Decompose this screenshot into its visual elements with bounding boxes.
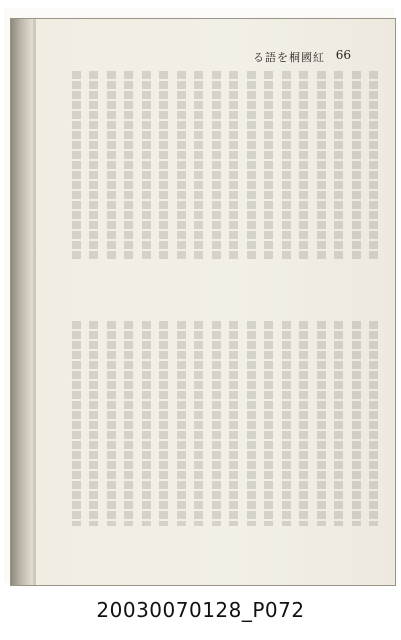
lower-text-column-18	[72, 321, 81, 526]
lower-text-column-8	[247, 321, 256, 526]
upper-text-column-16	[107, 71, 116, 261]
upper-text-column-17	[89, 71, 98, 261]
lower-text-column-2	[352, 321, 361, 526]
page-number: 66	[335, 48, 351, 62]
lower-text-column-5	[299, 321, 308, 526]
upper-text-column-5	[299, 71, 308, 261]
upper-text-column-13	[159, 71, 168, 261]
book-gutter	[11, 19, 33, 585]
scan-frame	[4, 8, 394, 583]
upper-text-column-6	[282, 71, 291, 261]
lower-text-column-7	[264, 321, 273, 526]
body-text-block	[55, 71, 373, 541]
running-head: る語を桐國紅	[253, 51, 325, 64]
lower-text-column-4	[317, 321, 326, 526]
upper-text-column-14	[142, 71, 151, 261]
upper-text-column-2	[352, 71, 361, 261]
lower-text-column-12	[177, 321, 186, 526]
lower-text-column-17	[89, 321, 98, 526]
upper-text-column-15	[124, 71, 133, 261]
upper-text-column-9	[229, 71, 238, 261]
lower-text-column-6	[282, 321, 291, 526]
lower-text-column-3	[334, 321, 343, 526]
lower-text-column-13	[159, 321, 168, 526]
lower-text-column-14	[142, 321, 151, 526]
upper-text-column-7	[264, 71, 273, 261]
page-edge	[33, 19, 36, 585]
lower-text-column-10	[212, 321, 221, 526]
lower-text-column-1	[369, 321, 378, 526]
lower-text-column-15	[124, 321, 133, 526]
upper-text-column-8	[247, 71, 256, 261]
upper-text-column-4	[317, 71, 326, 261]
catalog-id: 20030070128_P072	[96, 598, 305, 622]
upper-text-column-11	[194, 71, 203, 261]
upper-text-column-18	[72, 71, 81, 261]
lower-text-column-9	[229, 321, 238, 526]
upper-text-column-3	[334, 71, 343, 261]
lower-text-column-16	[107, 321, 116, 526]
upper-text-column-10	[212, 71, 221, 261]
book-page	[10, 18, 396, 586]
lower-text-column-11	[194, 321, 203, 526]
upper-text-column-1	[369, 71, 378, 261]
upper-text-column-12	[177, 71, 186, 261]
